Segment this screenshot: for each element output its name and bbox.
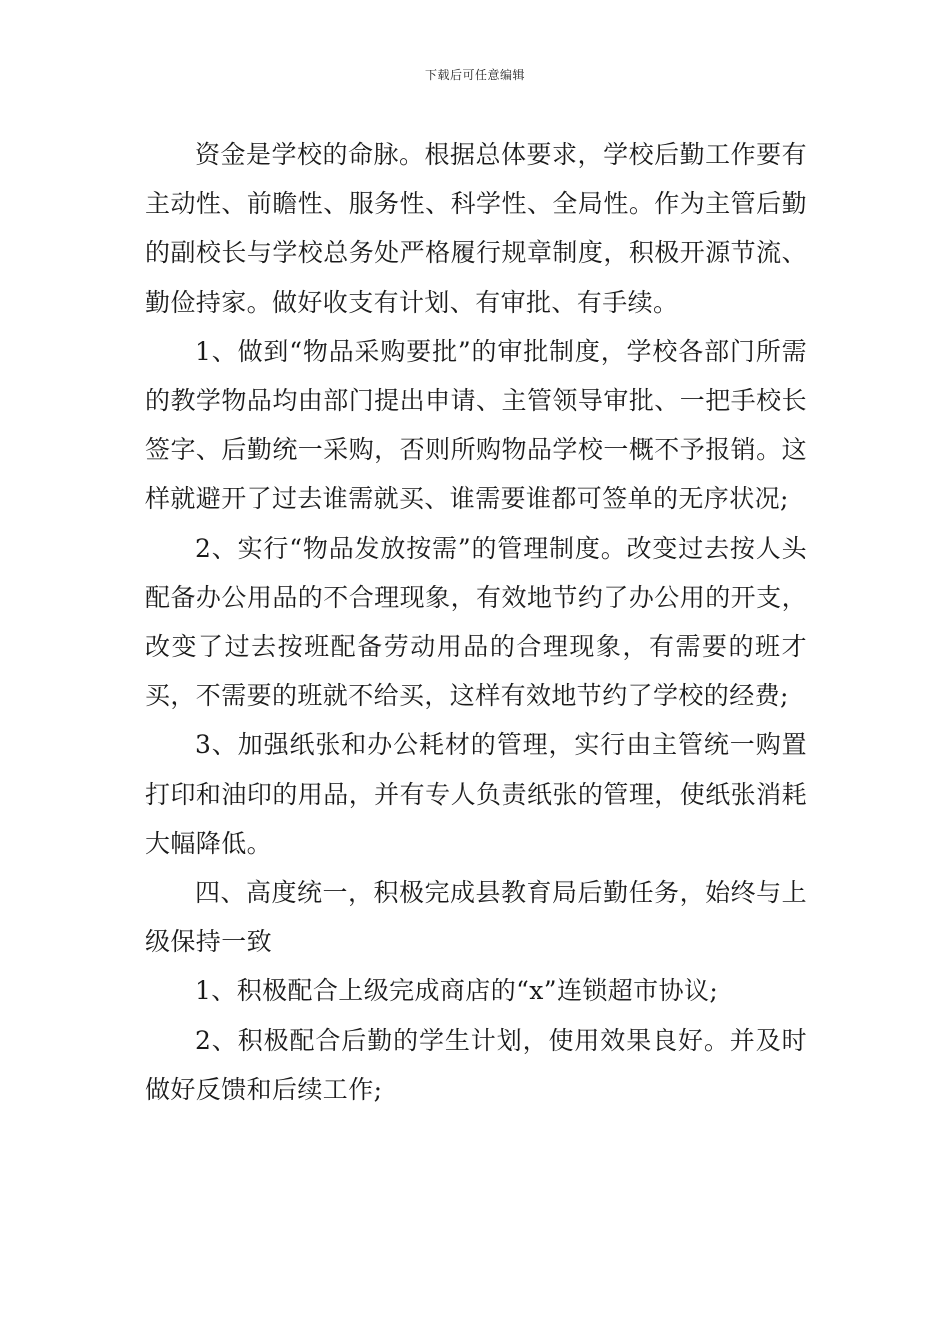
paragraph-section4-item-1: 1、积极配合上级完成商店的“x”连锁超市协议; <box>195 976 719 1006</box>
paragraph-funds: 资金是学校的命脉。根据总体要求，学校后勤工作要有主动性、前瞻性、服务性、科学性、全局性。作为主管后勤的副校长与学校总务处严格履行规章制度，积极开源节流、勤俭持家。做好收支有计划、有审批、有手续。 <box>145 140 807 317</box>
section-heading-four: 四、高度统一，积极完成县教育局后勤任务，始终与上级保持一致 <box>145 878 807 957</box>
paragraph-section4-item-2: 2、积极配合后勤的学生计划，使用效果良好。并及时做好反馈和后续工作; <box>145 1025 807 1104</box>
paragraph-item-1-purchase-approval: 1、做到“物品采购要批”的审批制度，学校各部门所需的教学物品均由部门提出申请、主管领导审批、一把手校长签字、后勤统一采购，否则所购物品学校一概不予报销。这样就避开了过去谁需就买、谁需要谁都可签单的无序状况; <box>145 336 807 514</box>
paragraph-item-2-distribution: 2、实行“物品发放按需”的管理制度。改变过去按人头配备办公用品的不合理现象，有效地节约了办公用的开支，改变了过去按班配备劳动用品的合理现象，有需要的班才买，不需要的班就不给买，这样有效地节约了学校的经费; <box>145 533 807 711</box>
document-body <box>145 130 807 1114</box>
paragraph-item-3-paper-management: 3、加强纸张和办公耗材的管理，实行由主管统一购置打印和油印的用品，并有专人负责纸张的管理，使纸张消耗大幅降低。 <box>145 730 807 858</box>
header-note: 下载后可任意编辑 <box>424 68 525 82</box>
